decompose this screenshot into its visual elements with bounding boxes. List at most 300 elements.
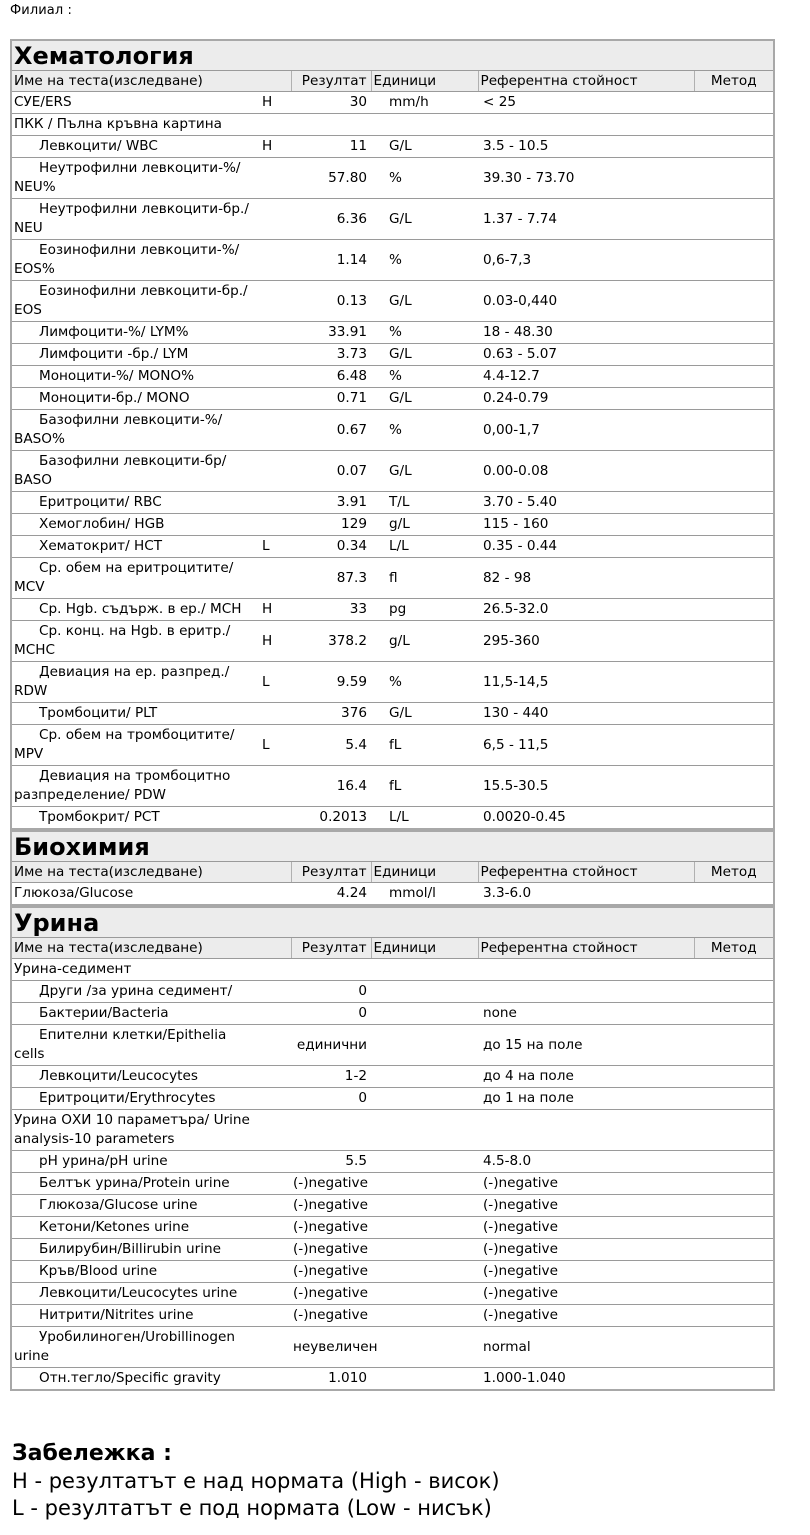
test-units — [371, 1110, 478, 1151]
table-row — [11, 981, 774, 1003]
test-units — [371, 959, 478, 981]
test-method — [694, 492, 774, 514]
test-method — [694, 807, 774, 830]
table-row — [11, 1217, 774, 1239]
reference-range: 130 - 440 — [478, 703, 694, 725]
reference-range: 0.00-0.08 — [478, 451, 694, 492]
test-name: Моноцити-бр./ MONO — [11, 388, 259, 410]
test-result: 87.3 — [291, 558, 371, 599]
test-name: Ср. конц. на Hgb. в еритр./ MCHC — [11, 621, 259, 662]
test-method — [694, 1327, 774, 1368]
test-result: 1-2 — [291, 1066, 371, 1088]
table-row — [11, 807, 774, 830]
column-header-method: Метод — [694, 862, 774, 883]
test-name: Левкоцити/Leucocytes — [11, 1066, 259, 1088]
result-flag — [259, 766, 291, 807]
test-result: единични — [291, 1025, 371, 1066]
test-units: G/L — [371, 199, 478, 240]
reference-range: (-)negative — [478, 1195, 694, 1217]
test-units: % — [371, 158, 478, 199]
result-flag — [259, 558, 291, 599]
test-units: mmol/l — [371, 883, 478, 906]
result-flag — [259, 1368, 291, 1391]
test-units: G/L — [371, 344, 478, 366]
table-row — [11, 1151, 774, 1173]
column-header-row — [11, 71, 774, 92]
table-row — [11, 1261, 774, 1283]
test-name: Урина-седимент — [11, 959, 259, 981]
test-units: L/L — [371, 536, 478, 558]
test-method — [694, 1151, 774, 1173]
reference-range: до 15 на поле — [478, 1025, 694, 1066]
test-result: 5.5 — [291, 1151, 371, 1173]
test-result: 1.14 — [291, 240, 371, 281]
reference-range: 0.0020-0.45 — [478, 807, 694, 830]
reference-range: 4.4-12.7 — [478, 366, 694, 388]
test-name: Девиация на тромбоцитно разпределение/ PDW — [11, 766, 259, 807]
branch-label: Филиал : — [10, 3, 72, 18]
table-row — [11, 158, 774, 199]
table-row — [11, 492, 774, 514]
test-name: Неутрофилни левкоцити-бр./ NEU — [11, 199, 259, 240]
result-flag — [259, 1305, 291, 1327]
reference-range — [478, 1110, 694, 1151]
test-method — [694, 1368, 774, 1391]
test-result: 0.71 — [291, 388, 371, 410]
test-method — [694, 114, 774, 136]
test-units — [371, 1151, 478, 1173]
test-name: Еритроцити/ RBC — [11, 492, 259, 514]
result-flag — [259, 1217, 291, 1239]
table-row — [11, 1305, 774, 1327]
reference-range: (-)negative — [478, 1173, 694, 1195]
test-name: Еозинофилни левкоцити-бр./ EOS — [11, 281, 259, 322]
test-method — [694, 536, 774, 558]
test-method — [694, 662, 774, 703]
table-row — [11, 514, 774, 536]
test-name: Базофилни левкоцити-%/ BASO% — [11, 410, 259, 451]
test-name: Тромбоцити/ PLT — [11, 703, 259, 725]
result-flag — [259, 322, 291, 344]
test-result: неувеличен — [291, 1327, 371, 1368]
test-result: 6.36 — [291, 199, 371, 240]
section-table — [10, 39, 775, 830]
test-name: Левкоцити/Leucocytes urine — [11, 1283, 259, 1305]
result-flag — [259, 1066, 291, 1088]
test-result — [291, 1110, 371, 1151]
result-flag — [259, 451, 291, 492]
test-units: fL — [371, 725, 478, 766]
test-name: Кетони/Ketones urine — [11, 1217, 259, 1239]
table-row — [11, 725, 774, 766]
reference-range: 3.70 - 5.40 — [478, 492, 694, 514]
reference-range: 1.37 - 7.74 — [478, 199, 694, 240]
result-flag — [259, 1003, 291, 1025]
column-header-name: Име на теста(изследване) — [11, 862, 291, 883]
result-flag — [259, 366, 291, 388]
test-name: Неутрофилни левкоцити-%/ NEU% — [11, 158, 259, 199]
result-flag — [259, 492, 291, 514]
test-method — [694, 959, 774, 981]
table-row — [11, 240, 774, 281]
test-units: % — [371, 322, 478, 344]
test-units — [371, 114, 478, 136]
test-result: (-)negative — [291, 1173, 371, 1195]
test-result: 9.59 — [291, 662, 371, 703]
result-flag: L — [259, 536, 291, 558]
test-method — [694, 1283, 774, 1305]
column-header-result: Резултат — [291, 71, 371, 92]
result-flag — [259, 114, 291, 136]
test-result: 33.91 — [291, 322, 371, 344]
test-result: 11 — [291, 136, 371, 158]
test-method — [694, 1305, 774, 1327]
test-units: g/L — [371, 621, 478, 662]
test-name: Уробилиноген/Urobillinogen urine — [11, 1327, 259, 1368]
column-header-row — [11, 938, 774, 959]
reference-range: 0,00-1,7 — [478, 410, 694, 451]
note-line-low: L - резултатът е под нормата (Low - нисък) — [12, 1496, 492, 1520]
section-table — [10, 830, 775, 906]
table-row — [11, 410, 774, 451]
table-row — [11, 1195, 774, 1217]
test-result: (-)negative — [291, 1261, 371, 1283]
column-header-name: Име на теста(изследване) — [11, 938, 291, 959]
reference-range: 6,5 - 11,5 — [478, 725, 694, 766]
test-units — [371, 1283, 478, 1305]
test-name: Белтък урина/Protein urine — [11, 1173, 259, 1195]
result-flag: L — [259, 725, 291, 766]
test-units: G/L — [371, 703, 478, 725]
result-flag — [259, 1110, 291, 1151]
test-result: 3.73 — [291, 344, 371, 366]
result-flag — [259, 703, 291, 725]
test-result: 0.67 — [291, 410, 371, 451]
test-name: pH урина/pH urine — [11, 1151, 259, 1173]
column-header-units: Единици — [371, 862, 478, 883]
reference-range: 11,5-14,5 — [478, 662, 694, 703]
test-name: Ср. Hgb. съдърж. в ер./ MCH — [11, 599, 259, 621]
test-units: L/L — [371, 807, 478, 830]
test-name: Урина ОХИ 10 параметъра/ Urine analysis-10 parameters — [11, 1110, 259, 1151]
result-flag — [259, 1327, 291, 1368]
test-name: Базофилни левкоцити-бр/ BASO — [11, 451, 259, 492]
column-header-method: Метод — [694, 938, 774, 959]
table-row — [11, 344, 774, 366]
table-row — [11, 703, 774, 725]
table-row — [11, 1239, 774, 1261]
test-units — [371, 1327, 478, 1368]
reference-range: (-)negative — [478, 1239, 694, 1261]
test-units: % — [371, 662, 478, 703]
test-units — [371, 1088, 478, 1110]
table-row — [11, 114, 774, 136]
test-name: Еозинофилни левкоцити-%/ EOS% — [11, 240, 259, 281]
test-units: fL — [371, 766, 478, 807]
column-header-units: Единици — [371, 938, 478, 959]
test-units — [371, 1066, 478, 1088]
table-row — [11, 883, 774, 906]
test-method — [694, 1110, 774, 1151]
test-units — [371, 1305, 478, 1327]
test-method — [694, 981, 774, 1003]
result-flag — [259, 1025, 291, 1066]
test-name: Епителни клетки/Epithelia cells — [11, 1025, 259, 1066]
result-flag — [259, 158, 291, 199]
test-name: Нитрити/Nitrites urine — [11, 1305, 259, 1327]
test-result: 0.2013 — [291, 807, 371, 830]
test-result: 5.4 — [291, 725, 371, 766]
test-result: 0.13 — [291, 281, 371, 322]
reference-range: (-)negative — [478, 1283, 694, 1305]
test-name: Еритроцити/Erythrocytes — [11, 1088, 259, 1110]
reference-range: (-)negative — [478, 1261, 694, 1283]
reference-range — [478, 114, 694, 136]
table-row — [11, 662, 774, 703]
test-method — [694, 366, 774, 388]
test-result: 0.34 — [291, 536, 371, 558]
table-row — [11, 136, 774, 158]
test-name: Девиация на ер. разпред./ RDW — [11, 662, 259, 703]
test-units — [371, 1217, 478, 1239]
test-method — [694, 240, 774, 281]
column-header-reference: Референтна стойност — [478, 71, 694, 92]
test-method — [694, 1003, 774, 1025]
result-flag — [259, 981, 291, 1003]
test-units — [371, 981, 478, 1003]
reference-range: 0.63 - 5.07 — [478, 344, 694, 366]
table-row — [11, 451, 774, 492]
test-result: 0.07 — [291, 451, 371, 492]
test-units: fl — [371, 558, 478, 599]
test-method — [694, 621, 774, 662]
test-name: Кръв/Blood urine — [11, 1261, 259, 1283]
test-result — [291, 114, 371, 136]
result-flag — [259, 240, 291, 281]
table-row — [11, 281, 774, 322]
test-method — [694, 725, 774, 766]
reference-range: 3.5 - 10.5 — [478, 136, 694, 158]
table-row — [11, 1066, 774, 1088]
reference-range — [478, 959, 694, 981]
test-result: 129 — [291, 514, 371, 536]
table-row — [11, 1173, 774, 1195]
test-method — [694, 451, 774, 492]
reference-range: none — [478, 1003, 694, 1025]
result-flag — [259, 959, 291, 981]
test-name: Лимфоцити-%/ LYM% — [11, 322, 259, 344]
table-row — [11, 1283, 774, 1305]
reference-range: 82 - 98 — [478, 558, 694, 599]
test-method — [694, 1066, 774, 1088]
test-units: g/L — [371, 514, 478, 536]
test-units — [371, 1368, 478, 1391]
column-header-reference: Референтна стойност — [478, 938, 694, 959]
test-name: Други /за урина седимент/ — [11, 981, 259, 1003]
test-method — [694, 344, 774, 366]
test-units: % — [371, 240, 478, 281]
test-name: Лимфоцити -бр./ LYM — [11, 344, 259, 366]
test-name: Бактерии/Bacteria — [11, 1003, 259, 1025]
test-result: 3.91 — [291, 492, 371, 514]
test-units: G/L — [371, 451, 478, 492]
test-method — [694, 92, 774, 114]
test-method — [694, 514, 774, 536]
legend-note — [12, 1440, 500, 1522]
test-result: 376 — [291, 703, 371, 725]
result-flag: H — [259, 92, 291, 114]
test-result: 6.48 — [291, 366, 371, 388]
table-row — [11, 1088, 774, 1110]
test-result — [291, 959, 371, 981]
column-header-reference: Референтна стойност — [478, 862, 694, 883]
result-flag: H — [259, 621, 291, 662]
test-result: 30 — [291, 92, 371, 114]
reference-range: до 1 на поле — [478, 1088, 694, 1110]
test-name: Хематокрит/ HCT — [11, 536, 259, 558]
table-row — [11, 366, 774, 388]
result-flag — [259, 883, 291, 906]
reference-range: 0,6-7,3 — [478, 240, 694, 281]
test-name: Хемоглобин/ HGB — [11, 514, 259, 536]
reference-range — [478, 981, 694, 1003]
test-result: 378.2 — [291, 621, 371, 662]
test-method — [694, 1088, 774, 1110]
table-row — [11, 599, 774, 621]
test-result: 1.010 — [291, 1368, 371, 1391]
section-title: Урина — [11, 907, 774, 938]
result-flag — [259, 1239, 291, 1261]
result-flag — [259, 1195, 291, 1217]
reference-range: 18 - 48.30 — [478, 322, 694, 344]
table-row — [11, 92, 774, 114]
test-result: 0 — [291, 1088, 371, 1110]
column-header-units: Единици — [371, 71, 478, 92]
table-row — [11, 199, 774, 240]
test-method — [694, 410, 774, 451]
table-row — [11, 766, 774, 807]
test-units: mm/h — [371, 92, 478, 114]
reference-range: 0.24-0.79 — [478, 388, 694, 410]
test-result: 33 — [291, 599, 371, 621]
test-units — [371, 1003, 478, 1025]
test-name: Глюкоза/Glucose urine — [11, 1195, 259, 1217]
test-method — [694, 1025, 774, 1066]
result-flag — [259, 514, 291, 536]
test-result: 4.24 — [291, 883, 371, 906]
test-method — [694, 1195, 774, 1217]
test-units: % — [371, 366, 478, 388]
result-flag — [259, 807, 291, 830]
test-result: 57.80 — [291, 158, 371, 199]
test-result: (-)negative — [291, 1195, 371, 1217]
test-units — [371, 1025, 478, 1066]
test-method — [694, 558, 774, 599]
result-flag — [259, 388, 291, 410]
reference-range: (-)negative — [478, 1217, 694, 1239]
test-name: Ср. обем на тромбоцитите/ MPV — [11, 725, 259, 766]
column-header-method: Метод — [694, 71, 774, 92]
result-flag: L — [259, 662, 291, 703]
test-method — [694, 1217, 774, 1239]
result-flag — [259, 1088, 291, 1110]
result-flag — [259, 1173, 291, 1195]
table-row — [11, 558, 774, 599]
table-row — [11, 1327, 774, 1368]
test-method — [694, 281, 774, 322]
test-method — [694, 388, 774, 410]
reference-range: 1.000-1.040 — [478, 1368, 694, 1391]
test-units: % — [371, 410, 478, 451]
test-method — [694, 599, 774, 621]
table-row — [11, 388, 774, 410]
table-row — [11, 1110, 774, 1151]
table-row — [11, 536, 774, 558]
test-units: G/L — [371, 136, 478, 158]
test-method — [694, 766, 774, 807]
test-result: 0 — [291, 981, 371, 1003]
test-method — [694, 322, 774, 344]
test-result: (-)negative — [291, 1305, 371, 1327]
test-result: 16.4 — [291, 766, 371, 807]
test-method — [694, 1173, 774, 1195]
table-row — [11, 959, 774, 981]
result-flag — [259, 199, 291, 240]
result-flag: H — [259, 599, 291, 621]
reference-range: (-)negative — [478, 1305, 694, 1327]
test-units — [371, 1239, 478, 1261]
result-flag — [259, 1261, 291, 1283]
reference-range: 3.3-6.0 — [478, 883, 694, 906]
reference-range: 0.03-0,440 — [478, 281, 694, 322]
result-flag — [259, 344, 291, 366]
note-title: Забележка : — [12, 1441, 172, 1466]
test-name: Глюкоза/Glucose — [11, 883, 259, 906]
test-method — [694, 1239, 774, 1261]
result-flag — [259, 410, 291, 451]
test-method — [694, 883, 774, 906]
table-row — [11, 322, 774, 344]
reference-range: 0.35 - 0.44 — [478, 536, 694, 558]
test-method — [694, 703, 774, 725]
test-name: ПКК / Пълна кръвна картина — [11, 114, 259, 136]
result-flag — [259, 1151, 291, 1173]
test-units — [371, 1195, 478, 1217]
section-table — [10, 906, 775, 1391]
test-units: pg — [371, 599, 478, 621]
test-units — [371, 1261, 478, 1283]
reference-range: 115 - 160 — [478, 514, 694, 536]
test-method — [694, 1261, 774, 1283]
reference-range: до 4 на поле — [478, 1066, 694, 1088]
test-method — [694, 158, 774, 199]
test-result: (-)negative — [291, 1283, 371, 1305]
reference-range: 15.5-30.5 — [478, 766, 694, 807]
lab-report — [10, 39, 773, 1391]
test-method — [694, 136, 774, 158]
reference-range: < 25 — [478, 92, 694, 114]
section-title: Хематология — [11, 40, 774, 71]
test-name: СУЕ/ERS — [11, 92, 259, 114]
test-name: Отн.тегло/Specific gravity — [11, 1368, 259, 1391]
result-flag — [259, 1283, 291, 1305]
column-header-result: Резултат — [291, 938, 371, 959]
reference-range: 4.5-8.0 — [478, 1151, 694, 1173]
table-row — [11, 1368, 774, 1391]
column-header-name: Име на теста(изследване) — [11, 71, 291, 92]
reference-range: 26.5-32.0 — [478, 599, 694, 621]
table-row — [11, 1025, 774, 1066]
